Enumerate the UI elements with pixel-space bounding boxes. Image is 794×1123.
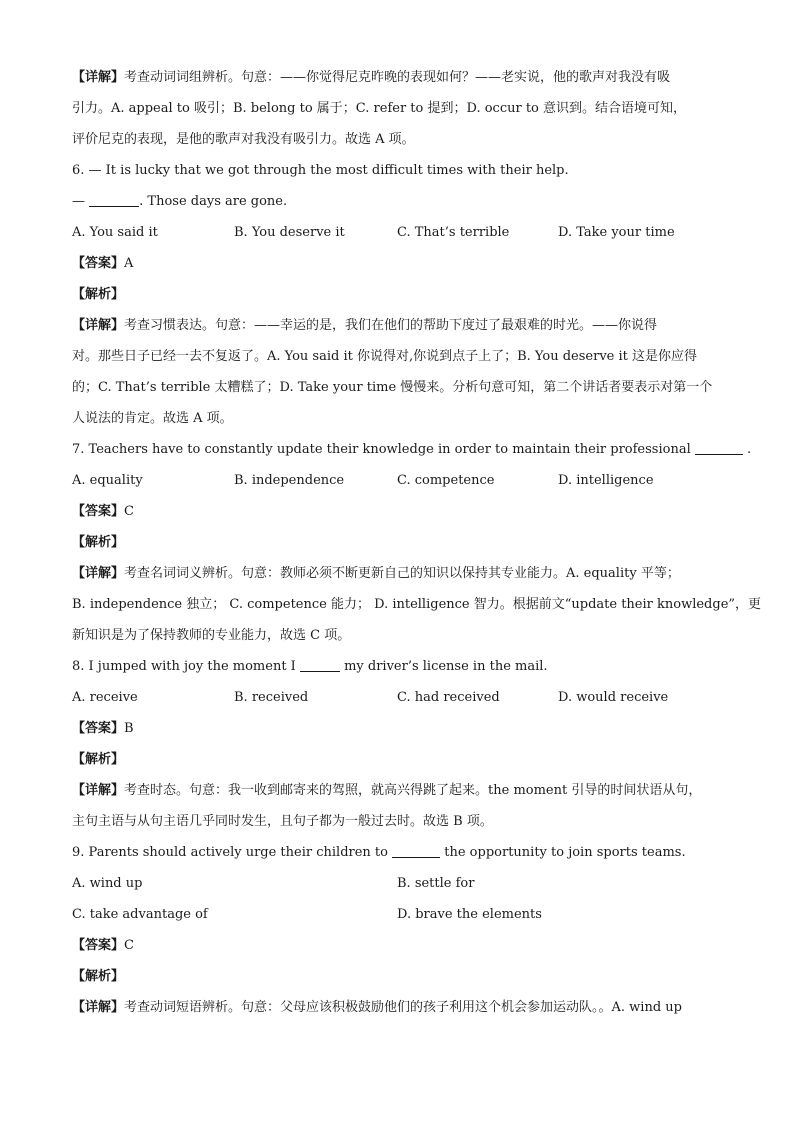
q6-option-c: C. That’s terrible <box>397 225 510 240</box>
q7-option-b: B. independence <box>234 473 345 488</box>
q7-stem: 7. Teachers have to constantly update their knowledge in order to maintain their professional . <box>72 442 752 457</box>
q7-detail-line-1: 【详解】考查名词词义辨析。句意：教师必须不断更新自己的知识以保持其专业能力。A. equality 平等； <box>72 566 680 581</box>
q8-stem: 8. I jumped with joy the moment I my driver’s license in the mail. <box>72 659 548 674</box>
q5-detail-line-3: 评价尼克的表现，是他的歌声对我没有吸引力。故选 A 项。 <box>72 132 415 147</box>
q8-detail-line-2: 主句主语与从句主语几乎同时发生，且句子都为一般过去时。故选 B 项。 <box>72 814 493 829</box>
answer-blank <box>695 440 743 455</box>
q6-option-b: B. You deserve it <box>234 225 345 240</box>
q7-answer: 【答案】C <box>72 504 134 519</box>
q6-options <box>72 217 732 248</box>
q9-answer: 【答案】C <box>72 938 134 953</box>
q9-detail-line-1: 【详解】考查动词短语辨析。句意：父母应该积极鼓励他们的孩子利用这个机会参加运动队。。A. wind up <box>72 1000 682 1015</box>
answer-blank <box>392 843 440 858</box>
q7-option-d: D. intelligence <box>558 473 654 488</box>
q7-analysis-label: 【解析】 <box>72 535 125 550</box>
q8-option-c: C. had received <box>397 690 500 705</box>
q8-option-d: D. would receive <box>558 690 669 705</box>
q7-option-c: C. competence <box>397 473 495 488</box>
q6-detail-line-2: 对。那些日子已经一去不复返了。A. You said it 你说得对,你说到点子上了；B. You deserve it 这是你应得 <box>72 349 697 364</box>
q9-options-row-1 <box>72 868 732 899</box>
q8-detail-line-1: 【详解】考查时态。句意：我一收到邮寄来的驾照，就高兴得跳了起来。the moment 引导的时间状语从句， <box>72 783 702 798</box>
detail-label: 【详解】 <box>72 70 125 85</box>
q8-option-b: B. received <box>234 690 309 705</box>
q6-reply: — . Those days are gone. <box>72 194 288 209</box>
q9-analysis-label: 【解析】 <box>72 969 125 984</box>
q9-option-b: B. settle for <box>397 876 475 891</box>
answer-blank <box>89 192 139 207</box>
q7-detail-line-3: 新知识是为了保持教师的专业能力，故选 C 项。 <box>72 628 351 643</box>
q9-stem: 9. Parents should actively urge their children to the opportunity to join sports teams. <box>72 845 686 860</box>
q8-analysis-label: 【解析】 <box>72 752 125 767</box>
q5-detail-line-2: 引力。A. appeal to 吸引；B. belong to 属于；C. refer to 提到；D. occur to 意识到。结合语境可知， <box>72 101 686 116</box>
q6-stem: 6. — It is lucky that we got through the most difficult times with their help. <box>72 163 569 178</box>
q5-detail-line-1: 【详解】考查动词词组辨析。句意：——你觉得尼克昨晚的表现如何？——老实说，他的歌声对我没有吸 <box>72 70 671 85</box>
q6-detail-line-3: 的；C. That’s terrible 太糟糕了；D. Take your time 慢慢来。分析句意可知，第二个讲话者要表示对第一个 <box>72 380 713 395</box>
q8-option-a: A. receive <box>72 690 138 705</box>
q9-options-row-2 <box>72 899 732 930</box>
q8-answer: 【答案】B <box>72 721 134 736</box>
q6-detail-line-4: 人说法的肯定。故选 A 项。 <box>72 411 233 426</box>
q6-answer: 【答案】A <box>72 256 134 271</box>
q9-option-a: A. wind up <box>72 876 143 891</box>
q9-option-c: C. take advantage of <box>72 907 208 922</box>
answer-blank <box>300 657 340 672</box>
q6-analysis-label: 【解析】 <box>72 287 125 302</box>
document-page <box>72 62 762 1023</box>
q9-option-d: D. brave the elements <box>397 907 542 922</box>
q7-detail-line-2: B. independence 独立； C. competence 能力； D. intelligence 智力。根据前文“update their knowledge”，更 <box>72 597 762 612</box>
q6-option-d: D. Take your time <box>558 225 675 240</box>
q7-options <box>72 465 732 496</box>
q8-options <box>72 682 732 713</box>
q7-option-a: A. equality <box>72 473 143 488</box>
q6-detail-line-1: 【详解】考查习惯表达。句意：——幸运的是，我们在他们的帮助下度过了最艰难的时光。——你说得 <box>72 318 658 333</box>
q6-option-a: A. You said it <box>72 225 158 240</box>
